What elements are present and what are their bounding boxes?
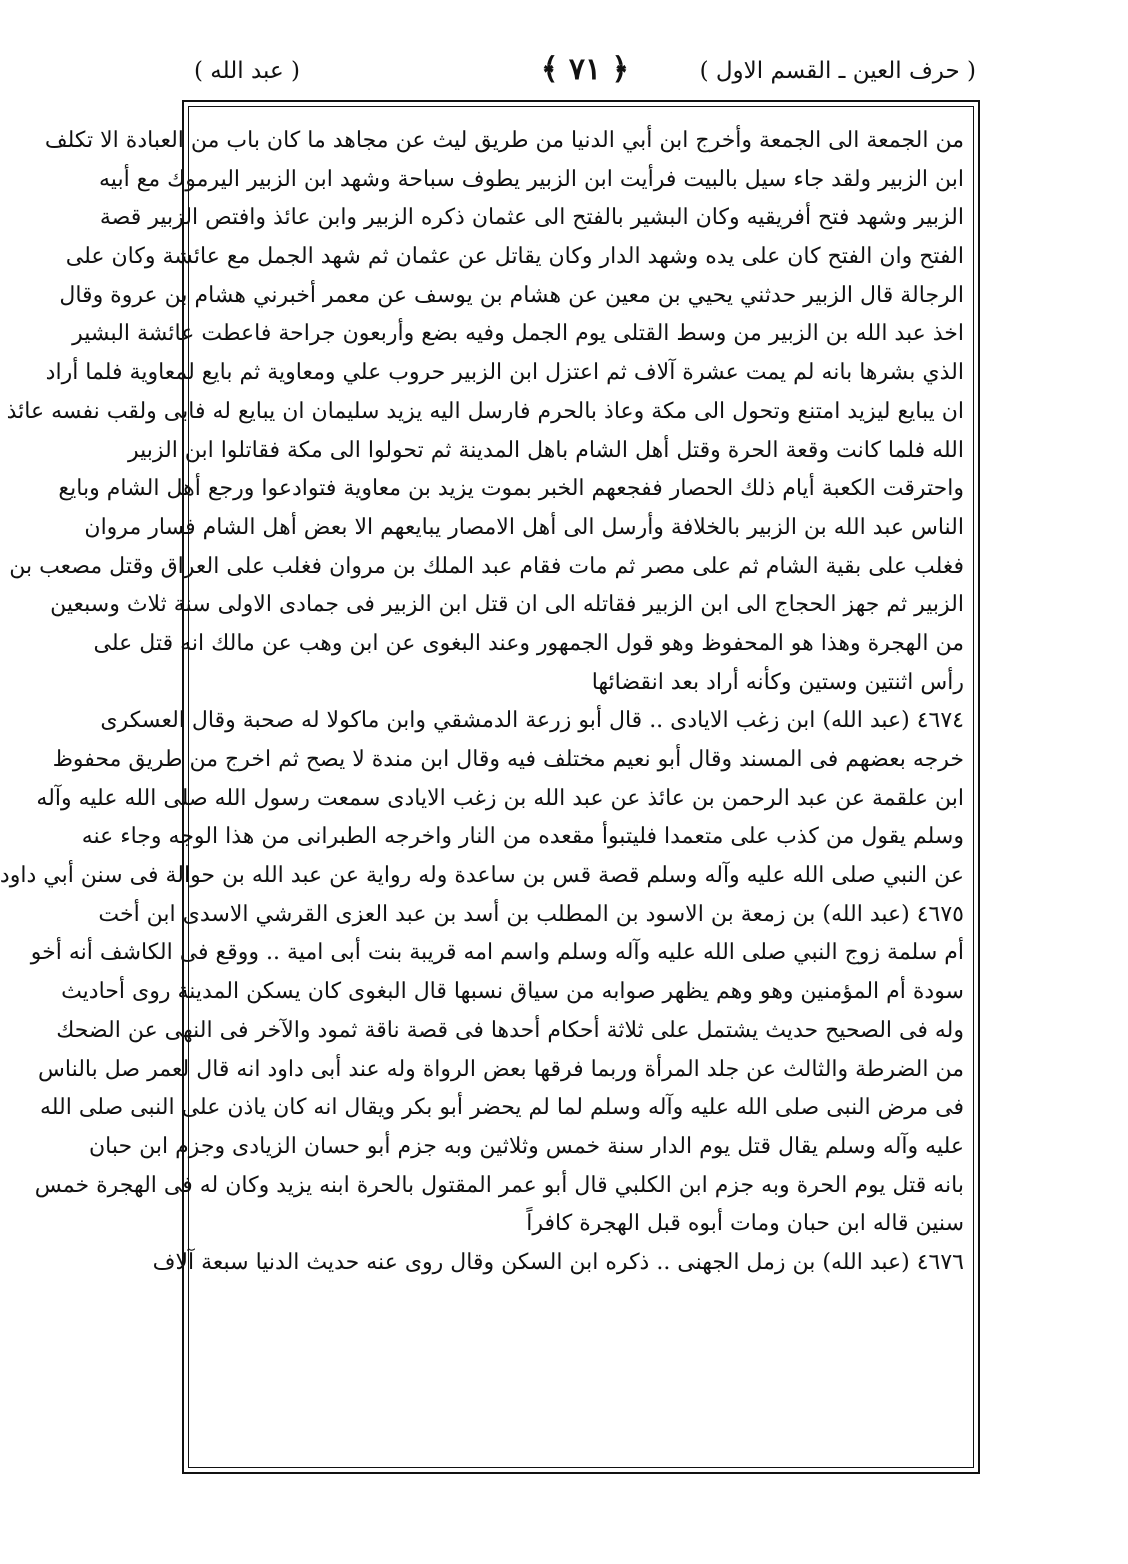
- running-head-entry: ( عبد الله ): [194, 58, 300, 84]
- entry-heading-line: ٤٦٧٥ (عبد الله) بن زمعة بن الاسود بن المطلب بن أسد بن عبد العزى القرشي الاسدى ابن أخت: [98, 901, 964, 927]
- text-line: الله فلما كانت وقعة الحرة وقتل أهل الشام باهل المدينة ثم تحولوا الى مكة فقاتلوا ابن الزبير: [127, 437, 964, 463]
- text-line: أم سلمة زوج النبي صلى الله عليه وآله وسلم واسم امه قريبة بنت أبى امية .. ووقع فى الكاشف أنه أخو: [30, 940, 964, 966]
- text-line: فغلب على بقية الشام ثم على مصر ثم مات فقام عبد الملك بن مروان فغلب على العراق وقتل مصعب بن: [9, 553, 964, 579]
- page-number: ﴿ ٧١ ﴾: [540, 52, 630, 87]
- text-line: من الضرطة والثالث عن جلد المرأة وربما فرقها بعض الرواة وله عند أبى داود انه قال لعمر صل بالناس: [38, 1056, 964, 1082]
- page-header: [194, 52, 976, 96]
- text-line: بانه قتل يوم الحرة وبه جزم ابن الكلبي قال أبو عمر المقتول بالحرة ابنه يزيد وكان له فى الهجرة خمس: [34, 1172, 964, 1198]
- text-line: ابن الزبير ولقد جاء سيل بالبيت فرأيت ابن الزبير يطوف سباحة وشهد ابن الزبير اليرموك مع أبيه: [99, 166, 964, 192]
- text-line: وله فى الصحيح حديث يشتمل على ثلاثة أحكام أحدها فى قصة ناقة ثمود والآخر فى النهى عن الضحك: [56, 1017, 964, 1043]
- text-line: من الجمعة الى الجمعة وأخرج ابن أبي الدنيا من طريق ليث عن مجاهد ما كان باب من العبادة الا تكلف: [44, 128, 964, 153]
- text-line: الزبير ثم جهز الحجاج الى ابن الزبير فقاتله الى ان قتل ابن الزبير فى جمادى الاولى سنة ثلاث وسبعين: [50, 592, 964, 618]
- text-line: خرجه بعضهم فى المسند وقال أبو نعيم مختلف فيه وقال ابن مندة لا يصح ثم اخرج من طريق محفوظ: [52, 747, 964, 772]
- text-line: وسلم يقول من كذب على متعمدا فليتبوأ مقعده من النار واخرجه الطبرانى من هذا الوجه وجاء عنه: [81, 824, 964, 850]
- text-line: الذي بشرها بانه لم يمت عشرة آلاف ثم اعتزل ابن الزبير حروب علي ومعاوية ثم بايع لمعاوية فلما أراد: [45, 360, 964, 386]
- running-head-section: ( حرف العين ـ القسم الاول ): [699, 58, 976, 84]
- text-line: الناس عبد الله بن الزبير بالخلافة وأرسل الى أهل الامصار يبايعهم الا بعض أهل الشام فسار مروان: [84, 514, 964, 540]
- text-line: اخذ عبد الله بن الزبير من وسط القتلى يوم الجمل وفيه بضع وأربعون جراحة فاعطت عائشة البشير: [72, 321, 964, 347]
- text-line: ابن علقمة عن عبد الرحمن بن عائذ عن عبد الله بن زغب الايادى سمعت رسول الله صلى الله عليه وآله: [36, 785, 964, 811]
- text-line: الفتح وان الفتح كان على يده وشهد الدار وكان يقاتل عن عثمان ثم شهد الجمل مع عائشة وكان على: [65, 244, 964, 270]
- text-line: سنين قاله ابن حبان ومات أبوه قبل الهجرة كافراً: [526, 1211, 964, 1237]
- entry-heading-line: ٤٦٧٤ (عبد الله) ابن زغب الايادى .. قال أبو زرعة الدمشقي وابن ماكولا له صحبة وقال العسكرى: [100, 708, 964, 734]
- text-line: فى مرض النبى صلى الله عليه وآله وسلم لما لم يحضر أبو بكر ويقال انه كان ياذن على النبى صلى الله: [39, 1095, 964, 1121]
- text-line: الرجالة قال الزبير حدثني يحيي بن معين عن هشام بن يوسف عن معمر أخبرني هشام بن عروة وقال: [59, 282, 964, 308]
- main-text: [0, 122, 964, 1283]
- text-line: سودة أم المؤمنين وهو وهم يظهر صوابه من سياق نسبها قال البغوى كان يسكن المدينة روى أحاديث: [61, 979, 964, 1005]
- text-line: واحترقت الكعبة أيام ذلك الحصار ففجعهم الخبر بموت يزيد بن معاوية فتوادعوا ورجع أهل الشام وبايع: [58, 476, 964, 502]
- text-line: رأس اثنتين وستين وكأنه أراد بعد انقضائها: [591, 669, 964, 695]
- text-line: من الهجرة وهذا هو المحفوظ وهو قول الجمهور وعند البغوى عن ابن وهب عن مالك انه قتل على: [93, 630, 964, 656]
- text-line: ان يبايع ليزيد امتنع وتحول الى مكة وعاذ بالحرم فارسل اليه يزيد سليمان ان يبايع له فابى ولقب نفسه عائذ: [6, 398, 964, 424]
- entry-heading-line: ٤٦٧٦ (عبد الله) بن زمل الجهنى .. ذكره ابن السكن وقال روى عنه حديث الدنيا سبعة آلاف: [152, 1249, 964, 1275]
- text-line: عليه وآله وسلم يقال قتل يوم الدار سنة خمس وثلاثين وبه جزم أبو حسان الزيادى وجزم ابن حبان: [89, 1133, 964, 1159]
- text-line: الزبير وشهد فتح أفريقيه وكان البشير بالفتح الى عثمان ذكره الزبير وابن عائذ وافتص الزبير قصة: [99, 205, 964, 231]
- text-line: عن النبي صلى الله عليه وآله وسلم قصة قس بن ساعدة وله رواية عن عبد الله بن حوالة فى سنن أبي داود: [0, 863, 964, 889]
